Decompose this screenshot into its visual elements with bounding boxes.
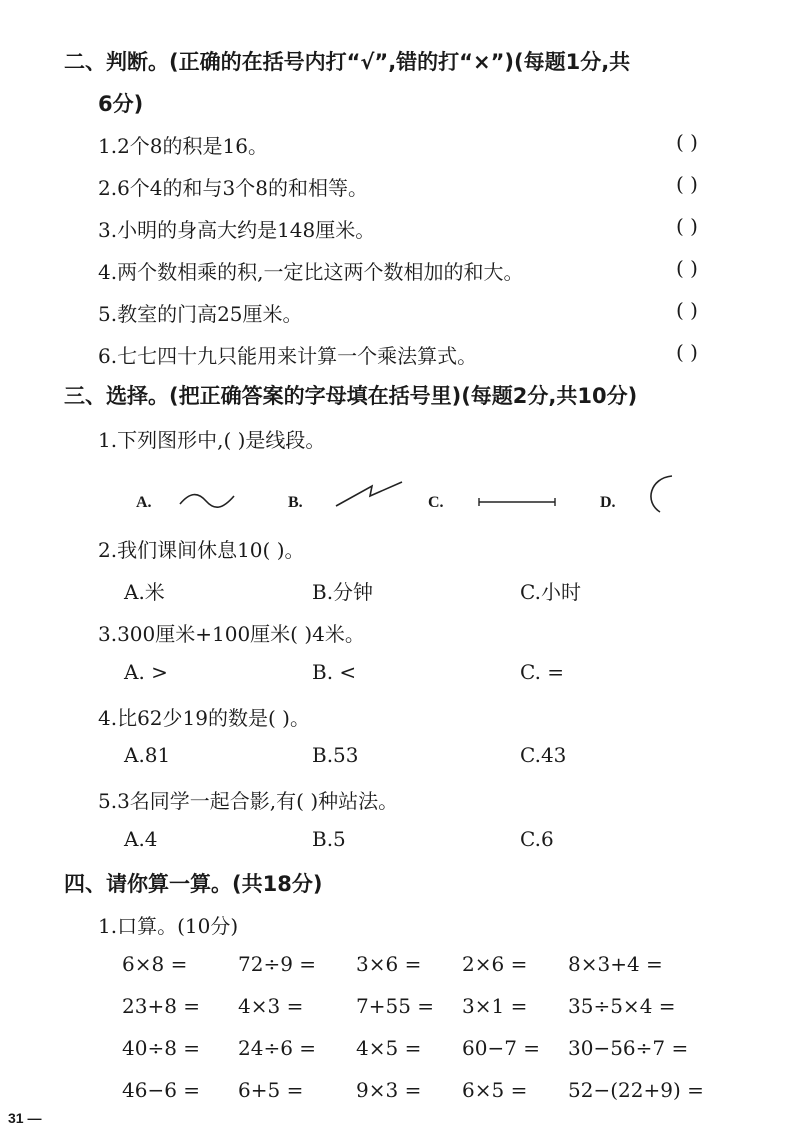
zigzag-line-icon xyxy=(334,478,406,508)
q1-option-d-label[interactable]: D. xyxy=(600,494,616,511)
calc-problem: 3×6 = xyxy=(356,952,422,976)
calc-problem: 72÷9 = xyxy=(238,952,317,976)
calc-problem: 23+8 = xyxy=(122,994,201,1018)
calc-problem: 4×5 = xyxy=(356,1036,422,1060)
q3-option-b[interactable]: B. < xyxy=(312,660,357,684)
calc-problem: 30−56÷7 = xyxy=(568,1036,689,1060)
choice-q2-stem: 2.我们课间休息10( )。 xyxy=(98,538,305,562)
answer-blank-2[interactable]: ( ) xyxy=(676,172,698,196)
q3-option-c[interactable]: C. = xyxy=(520,660,565,684)
calc-problem: 6×8 = xyxy=(122,952,188,976)
arc-curve-icon xyxy=(644,472,678,516)
q4-option-a[interactable]: A.81 xyxy=(124,743,171,767)
q3-option-a[interactable]: A. > xyxy=(124,660,168,684)
section3-heading: 三、选择。(把正确答案的字母填在括号里)(每题2分,共10分) xyxy=(64,384,638,408)
judge-item-5: 5.教室的门高25厘米。 xyxy=(98,302,303,326)
calc-problem: 52−(22+9) = xyxy=(568,1078,704,1102)
section2-heading-cont: 6分) xyxy=(98,92,144,116)
calc-problem: 7+55 = xyxy=(356,994,435,1018)
choice-q5-stem: 5.3名同学一起合影,有( )种站法。 xyxy=(98,789,399,813)
q1-option-b-label[interactable]: B. xyxy=(288,494,303,511)
q4-option-b[interactable]: B.53 xyxy=(312,743,359,767)
answer-blank-5[interactable]: ( ) xyxy=(676,298,698,322)
q2-option-a[interactable]: A.米 xyxy=(124,580,165,604)
choice-q4-stem: 4.比62少19的数是( )。 xyxy=(98,706,310,730)
judge-item-2: 2.6个4的和与3个8的和相等。 xyxy=(98,176,368,200)
choice-q1-stem: 1.下列图形中,( )是线段。 xyxy=(98,428,326,452)
q5-option-a[interactable]: A.4 xyxy=(124,827,158,851)
judge-item-4: 4.两个数相乘的积,一定比这两个数相加的和大。 xyxy=(98,260,524,284)
answer-blank-6[interactable]: ( ) xyxy=(676,340,698,364)
calc-problem: 9×3 = xyxy=(356,1078,422,1102)
judge-item-3: 3.小明的身高大约是148厘米。 xyxy=(98,218,376,242)
calc-problem: 6+5 = xyxy=(238,1078,304,1102)
calc-problem: 60−7 = xyxy=(462,1036,541,1060)
q5-option-c[interactable]: C.6 xyxy=(520,827,554,851)
calc-problem: 46−6 = xyxy=(122,1078,201,1102)
q2-option-b[interactable]: B.分钟 xyxy=(312,580,374,604)
calc-problem: 35÷5×4 = xyxy=(568,994,676,1018)
wavy-line-icon xyxy=(176,488,238,514)
judge-item-1: 1.2个8的积是16。 xyxy=(98,134,268,158)
q4-option-c[interactable]: C.43 xyxy=(520,743,567,767)
q1-option-c-label[interactable]: C. xyxy=(428,494,444,511)
calc-problem: 6×5 = xyxy=(462,1078,528,1102)
section4-heading: 四、请你算一算。(共18分) xyxy=(64,872,323,896)
judge-item-6: 6.七七四十九只能用来计算一个乘法算式。 xyxy=(98,344,478,368)
answer-blank-4[interactable]: ( ) xyxy=(676,256,698,280)
page-number: 31 — xyxy=(8,1110,42,1126)
choice-q3-stem: 3.300厘米+100厘米( )4米。 xyxy=(98,622,365,646)
calc-problem: 4×3 = xyxy=(238,994,304,1018)
section2-heading: 二、判断。(正确的在括号内打“√”,错的打“×”)(每题1分,共 xyxy=(64,50,631,74)
calc-problem: 8×3+4 = xyxy=(568,952,663,976)
calc-problem: 24÷6 = xyxy=(238,1036,317,1060)
calc-problem: 40÷8 = xyxy=(122,1036,201,1060)
answer-blank-3[interactable]: ( ) xyxy=(676,214,698,238)
mental-calc-subheading: 1.口算。(10分) xyxy=(98,914,239,938)
q2-option-c[interactable]: C.小时 xyxy=(520,580,581,604)
q1-option-a-label[interactable]: A. xyxy=(136,494,152,511)
line-segment-icon xyxy=(476,496,558,508)
calc-problem: 2×6 = xyxy=(462,952,528,976)
calc-problem: 3×1 = xyxy=(462,994,528,1018)
answer-blank-1[interactable]: ( ) xyxy=(676,130,698,154)
q5-option-b[interactable]: B.5 xyxy=(312,827,346,851)
